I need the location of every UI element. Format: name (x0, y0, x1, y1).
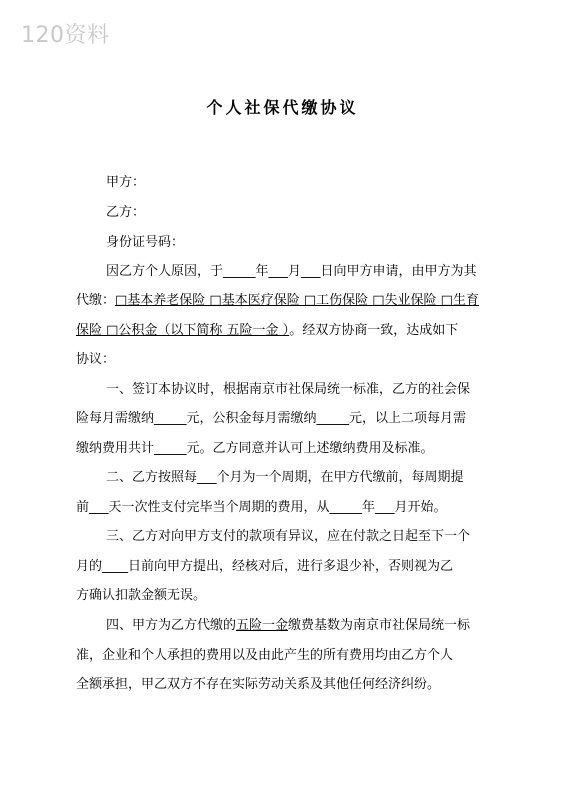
clause-4-line-2: 准，企业和个人承担的费用以及由此产生的所有费用均由乙方个人 (76, 648, 454, 663)
clause-1-line-3: 缴纳费用共计_____元。乙方同意并认可上述缴纳费用及标准。 (76, 441, 434, 456)
clause-4-underlined: 五险一金 (236, 618, 289, 633)
party-b-label: 乙方： (106, 205, 146, 220)
clause-4-suffix: 缴费基数为南京市社保局统一标 (288, 618, 471, 633)
id-number-label: 身份证号码： (106, 235, 185, 250)
intro-line-4: 协议： (76, 352, 116, 367)
intro-line-2-prefix: 代缴： (76, 293, 116, 308)
clause-1-line-1: 一、签订本协议时，根据南京市社保局统一标准，乙方的社会保 (106, 382, 471, 397)
party-a-label: 甲方： (106, 175, 146, 190)
intro-line-3-suffix: 。经双方协商一致，达成如下 (289, 323, 459, 338)
document-title: 个人社保代缴协议 (206, 98, 359, 117)
clause-3-line-2: 月的____日前向甲方提出，经核对后，进行多退少补，否则视为乙 (76, 559, 454, 574)
clause-2-line-2: 前___天一次性支付完毕当个周期的费用，从_____年___月开始。 (76, 500, 447, 515)
clause-2-line-1: 二、乙方按照每___个月为一个周期，在甲方代缴前，每周期提 (106, 470, 464, 485)
clause-3-line-1: 三、乙方对向甲方支付的款项有异议，应在付款之日起至下一个 (106, 529, 471, 544)
clause-1-line-2: 险每月需缴纳_____元，公积金每月需缴纳_____元，以上二项每月需 (76, 411, 467, 426)
intro-line-2 (76, 293, 498, 309)
insurance-options-cont: 保险 □公积金（以下简称 五险一金 ） (76, 323, 290, 338)
intro-line-1: 因乙方个人原因，于_____年___月___日向甲方申请，由甲方为其 (106, 264, 477, 279)
clause-4-line-3: 全额承担，甲乙双方不存在实际劳动关系及其他任何经济纠纷。 (76, 677, 441, 692)
clause-4-line-1 (106, 618, 528, 634)
watermark: 120资料 (21, 23, 110, 48)
clause-3-line-3: 方确认扣款金额无误。 (76, 588, 207, 603)
insurance-options: □基本养老保险 □基本医疗保险 □工伤保险 □失业保险 □生育 (115, 293, 479, 308)
clause-4-prefix: 四、甲方为乙方代缴的 (106, 618, 237, 633)
intro-line-3 (76, 323, 498, 339)
